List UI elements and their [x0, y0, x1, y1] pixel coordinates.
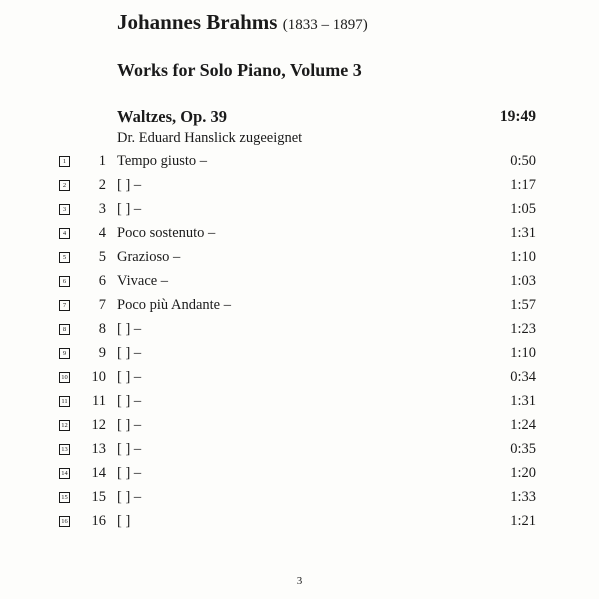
- track-index-box: 1: [59, 156, 70, 167]
- track-title: [ ] –: [117, 345, 142, 361]
- track-title: [ ]: [117, 513, 131, 529]
- track-title: Grazioso –: [117, 249, 181, 265]
- track-duration: 1:21: [510, 513, 536, 529]
- track-index-box: 13: [59, 444, 70, 455]
- track-title: [ ] –: [117, 177, 142, 193]
- track-title: [ ] –: [117, 441, 142, 457]
- track-index-box: 8: [59, 324, 70, 335]
- track-row: [0, 223, 599, 247]
- track-index-box: 11: [59, 396, 70, 407]
- track-title: [ ] –: [117, 369, 142, 385]
- track-row: [0, 295, 599, 319]
- track-duration: 1:10: [510, 345, 536, 361]
- track-index-box: 10: [59, 372, 70, 383]
- track-number: 9: [98, 345, 106, 361]
- track-row: [0, 247, 599, 271]
- track-number: 15: [91, 489, 106, 505]
- work-title: Waltzes, Op. 39: [117, 107, 227, 126]
- page-number: 3: [296, 575, 303, 587]
- track-row: [0, 151, 599, 175]
- track-row: [0, 487, 599, 511]
- track-duration: 1:33: [510, 489, 536, 505]
- track-duration: 1:10: [510, 249, 536, 265]
- track-list: [0, 151, 599, 535]
- track-index-box: 16: [59, 516, 70, 527]
- track-number: 12: [91, 417, 106, 433]
- track-duration: 1:05: [510, 201, 536, 217]
- track-row: [0, 391, 599, 415]
- track-title: Poco sostenuto –: [117, 225, 216, 241]
- track-row: [0, 319, 599, 343]
- composer-heading: [117, 10, 368, 35]
- track-number: 3: [98, 201, 106, 217]
- track-number: 6: [98, 273, 106, 289]
- track-number: 13: [91, 441, 106, 457]
- track-row: [0, 511, 599, 535]
- track-row: [0, 415, 599, 439]
- work-duration: 19:49: [499, 108, 536, 125]
- track-index-box: 6: [59, 276, 70, 287]
- track-duration: 1:03: [510, 273, 536, 289]
- track-title: [ ] –: [117, 201, 142, 217]
- track-number: 14: [91, 465, 106, 481]
- track-duration: 0:35: [510, 441, 536, 457]
- track-duration: 1:57: [510, 297, 536, 313]
- track-number: 4: [98, 225, 106, 241]
- composer-name: Johannes Brahms: [117, 10, 278, 34]
- album-title: Works for Solo Piano, Volume 3: [117, 60, 362, 80]
- track-title: [ ] –: [117, 465, 142, 481]
- track-title: [ ] –: [117, 321, 142, 337]
- track-duration: 1:31: [510, 393, 536, 409]
- track-duration: 1:23: [510, 321, 536, 337]
- track-row: [0, 463, 599, 487]
- track-duration: 1:17: [510, 177, 536, 193]
- track-title: Tempo giusto –: [117, 153, 208, 169]
- track-index-box: 7: [59, 300, 70, 311]
- track-row: [0, 439, 599, 463]
- track-index-box: 9: [59, 348, 70, 359]
- track-number: 5: [98, 249, 106, 265]
- track-index-box: 12: [59, 420, 70, 431]
- work-dedication: Dr. Eduard Hanslick zugeeignet: [117, 130, 303, 146]
- track-duration: 1:31: [510, 225, 536, 241]
- track-row: [0, 271, 599, 295]
- track-duration: 0:34: [510, 369, 536, 385]
- composer-dates: (1833 – 1897): [282, 17, 368, 33]
- track-number: 2: [98, 177, 106, 193]
- track-row: [0, 175, 599, 199]
- track-number: 8: [98, 321, 106, 337]
- track-number: 16: [91, 513, 106, 529]
- track-index-box: 14: [59, 468, 70, 479]
- track-number: 7: [98, 297, 106, 313]
- track-index-box: 3: [59, 204, 70, 215]
- track-title: [ ] –: [117, 393, 142, 409]
- track-number: 10: [91, 369, 106, 385]
- track-duration: 1:24: [510, 417, 536, 433]
- track-title: Poco più Andante –: [117, 297, 231, 313]
- track-title: [ ] –: [117, 417, 142, 433]
- track-row: [0, 367, 599, 391]
- track-number: 1: [98, 153, 106, 169]
- track-index-box: 4: [59, 228, 70, 239]
- track-duration: 1:20: [510, 465, 536, 481]
- track-duration: 0:50: [510, 153, 536, 169]
- track-index-box: 15: [59, 492, 70, 503]
- track-title: [ ] –: [117, 489, 142, 505]
- track-row: [0, 199, 599, 223]
- track-index-box: 2: [59, 180, 70, 191]
- track-row: [0, 343, 599, 367]
- track-number: 11: [92, 393, 106, 409]
- track-index-box: 5: [59, 252, 70, 263]
- track-title: Vivace –: [117, 273, 169, 289]
